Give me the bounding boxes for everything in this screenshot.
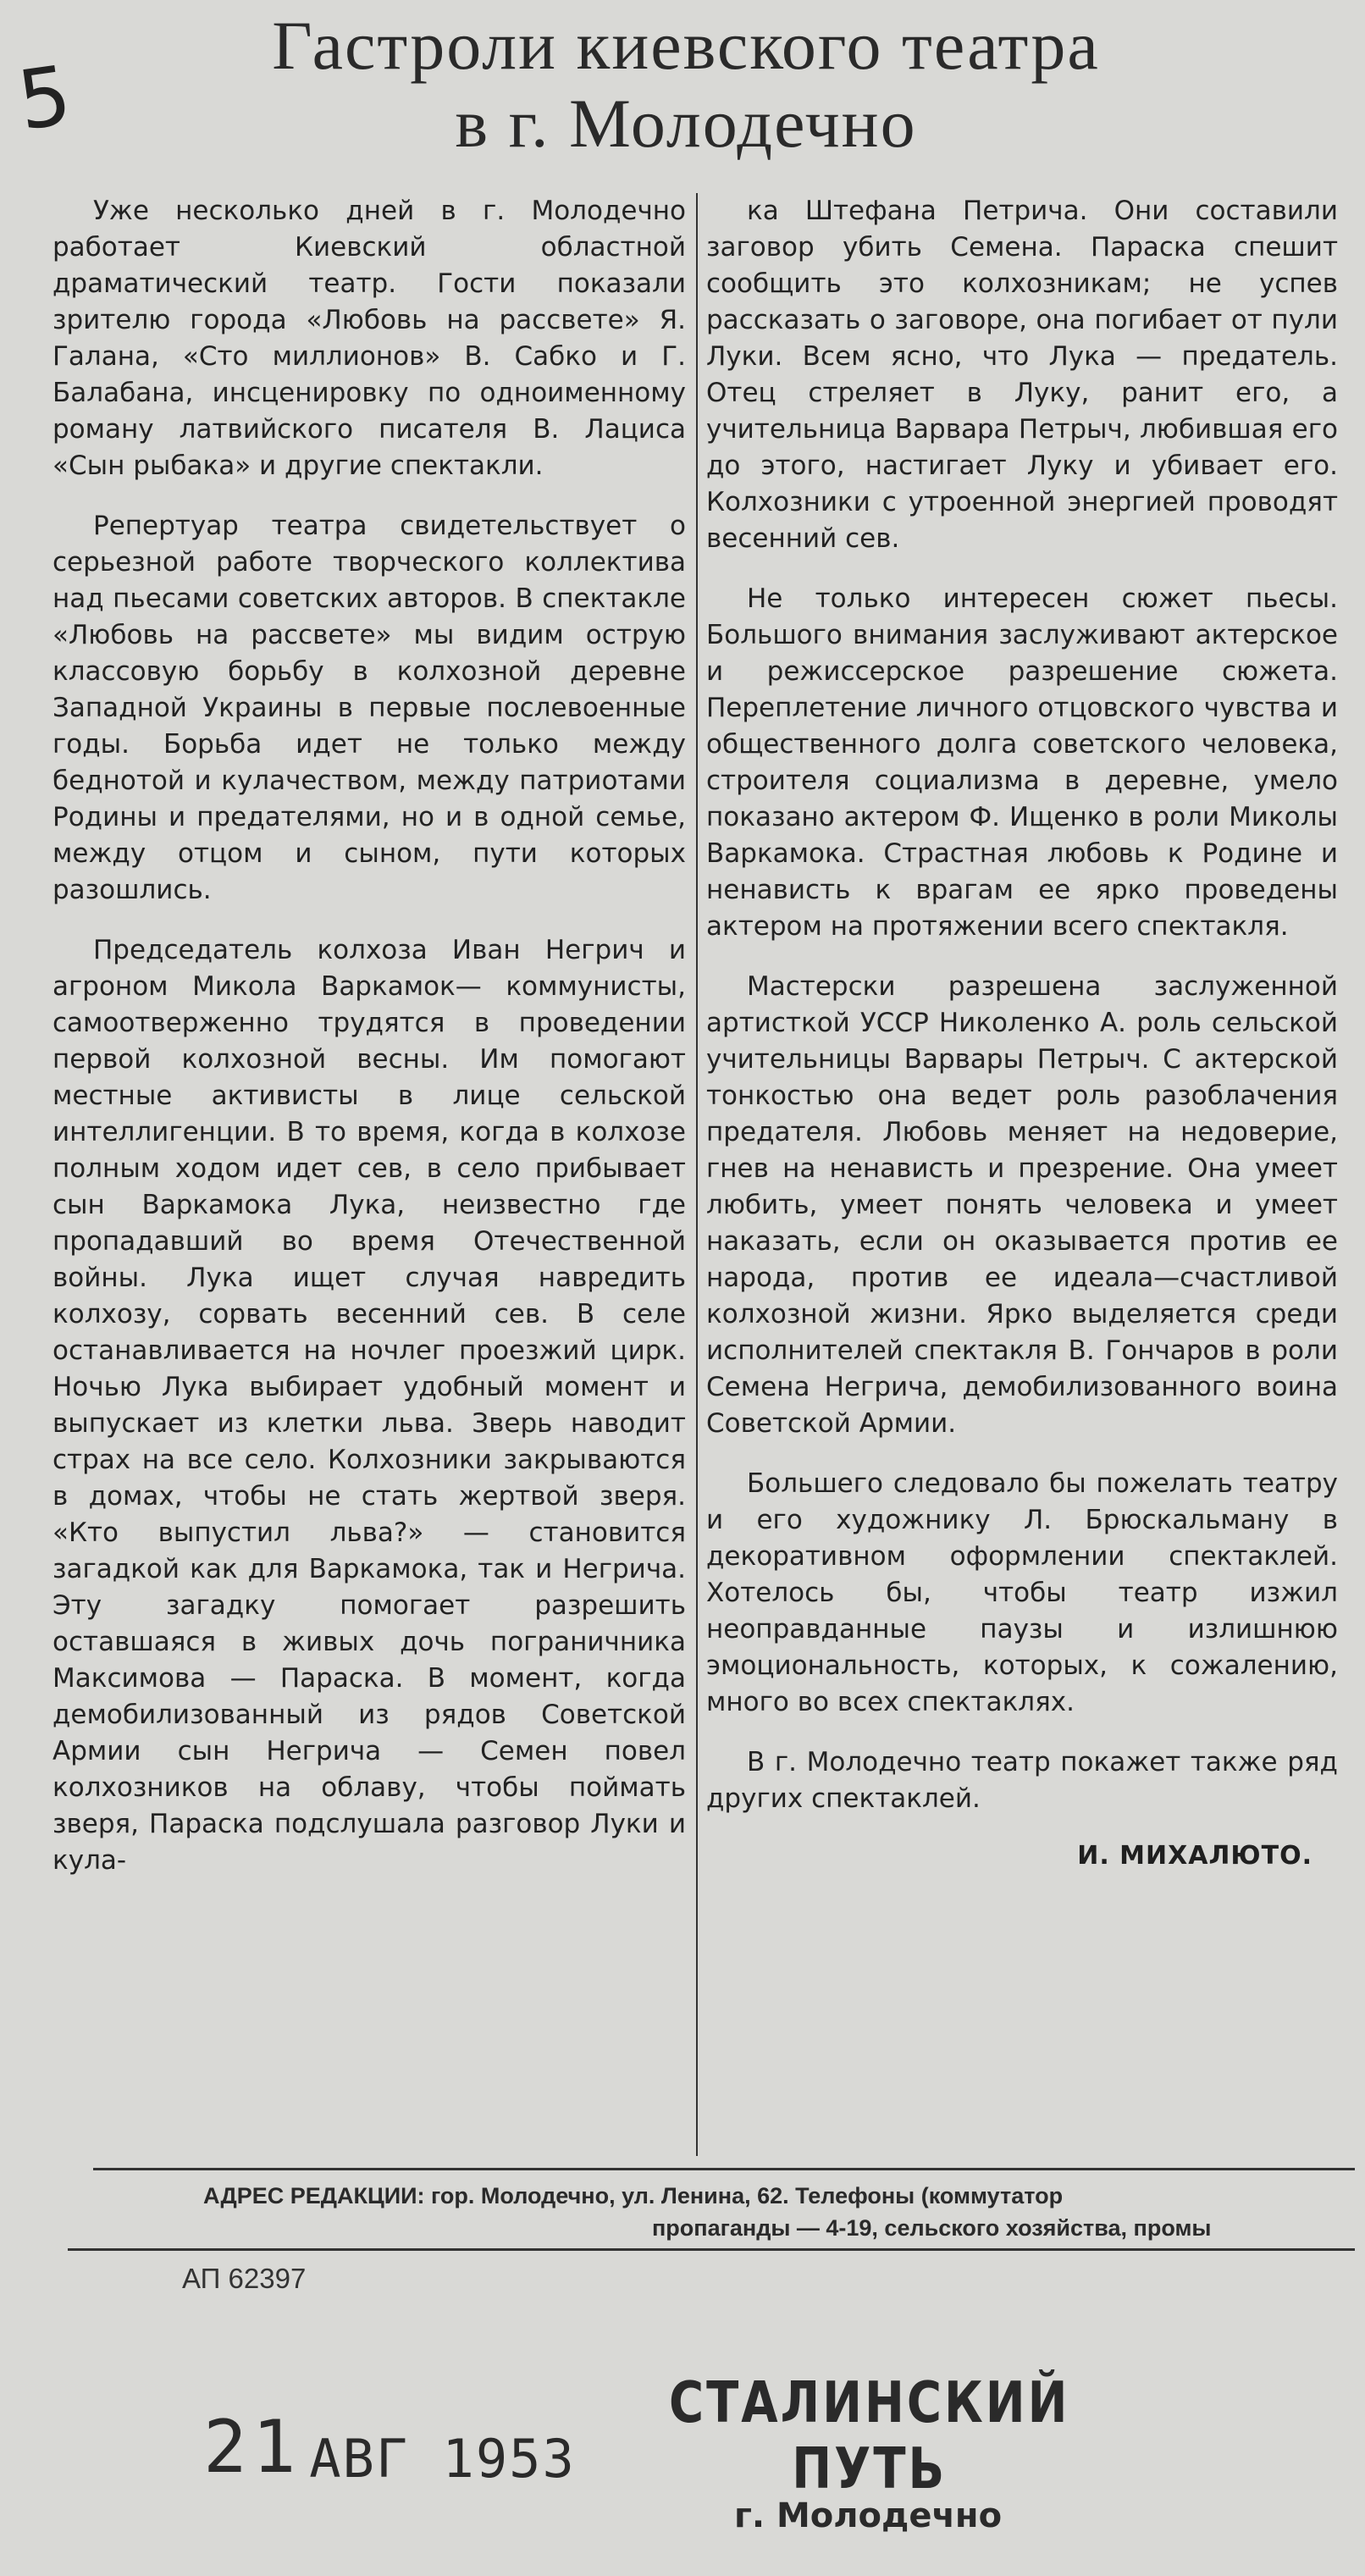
footer-rule-top xyxy=(93,2168,1355,2170)
ap-code: АП 62397 xyxy=(182,2263,307,2294)
newspaper-city: г. Молодечно xyxy=(733,2496,1003,2535)
headline xyxy=(102,7,1270,163)
handwritten-mark: 5 xyxy=(12,47,77,149)
editorial-address xyxy=(203,2180,1363,2244)
newspaper-stamp xyxy=(669,2370,1070,2535)
paragraph: Репертуар театра свидетельствует о серьезной работе творческого коллектива над пьесами советских авторов. В спектакле «Любовь на рассвете» мы видим острую классовую борьбу в колхозной деревне Западной Украины в первые послевоенные годы. Борьба идет не только между беднотой и кулачеством, между патриотами Родины и предателями, но и в одной семье, между отцом и сыном, пути которых разошлись. xyxy=(52,511,686,905)
address-line-2: пропаганды — 4-19, сельского хозяйства, промы xyxy=(652,2215,1212,2241)
paragraph: Не только интересен сюжет пьесы. Большого внимания заслуживают актерское и режиссерское разрешение сюжета. Переплетение личного отцовского чувства и общественного долга советского человека, строителя социализма в деревне, умело показано актером Ф. Ищенко в роли Миколы Варкамока. Страстная любовь к Родине и ненависть к врагам ее ярко проведены актером на протяжении всего спектакля. xyxy=(706,583,1338,942)
paragraph: В г. Молодечно театр покажет также ряд других спектаклей. xyxy=(706,1747,1338,1814)
headline-line-1: Гастроли киевского театра xyxy=(272,7,1100,84)
paragraph: Мастерски разрешена заслуженной артисткой УССР Николенко А. роль сельской учительницы Варвары Петрыч. С актерской тонкостью она ведет роль разоблачения предателя. Любовь меняет на недоверие, гнев на ненависть и презрение. Она умеет любить, умеет понять человека и умеет наказать, если он оказывается против ее народа, против ее идеала—счастливой колхозной жизни. Ярко выделяется среди исполнителей спектакля В. Гончаров в роли Семена Негрича, демобилизованного воина Советской Армии. xyxy=(706,971,1338,1439)
author-signature: И. МИХАЛЮТО. xyxy=(1077,1841,1312,1871)
headline-line-2: в г. Молодечно xyxy=(455,84,917,162)
date-stamp xyxy=(203,2405,576,2490)
paragraph: Большего следовало бы пожелать театру и его художнику Л. Брюскальману в декоративном оформлении спектаклей. Хотелось бы, чтобы театр изжил неоправданные паузы и излишнюю эмоциональность, которых, к сожалению, много во всех спектаклях. xyxy=(706,1468,1338,1717)
newspaper-name: СТАЛИНСКИЙ ПУТЬ xyxy=(669,2370,1070,2502)
footer-rule-bottom xyxy=(68,2248,1355,2251)
paragraph: ка Штефана Петрича. Они составили заговор убить Семена. Параска спешит сообщить это колхозникам; не успев рассказать о заговоре, она погибает от пули Луки. Всем ясно, что Лука — предатель. Отец стреляет в Луку, ранит его, а учительница Варвара Петрыч, любившая его до этого, настигает Луку и убивает его. Колхозники с утроенной энергией проводят весенний сев. xyxy=(706,196,1338,554)
stamp-day: 21 xyxy=(203,2405,301,2490)
paragraph: Председатель колхоза Иван Негрич и агроном Микола Варкамок— коммунисты, самоотверженно трудятся в проведении первой колхозной весны. Им помогают местные активисты в лице сельской интеллигенции. В то время, когда в колхозе полным ходом идет сев, в село прибывает сын Варкамока Лука, неизвестно где пропадавший во время Отечественной войны. Лука ищет случая навредить колхозу, сорвать весенний сев. В селе останавливается на ночлег проезжий цирк. Ночью Лука выбирает удобный момент и выпускает из клетки льва. Зверь наводит страх на все село. Колхозники закрываются в домах, чтобы не стать жертвой зверя. «Кто выпустил льва?» — становится загадкой как для Варкамока, так и Негрича. Эту загадку помогает разрешить оставшаяся в живых дочь пограничника Максимова — Параска. В момент, когда демобилизованный из рядов Советской Армии сын Негрича — Семен повел колхозников на облаву, чтобы поймать зверя, Параска подслушала разговор Луки и кула- xyxy=(52,935,686,1876)
address-line-1: АДРЕС РЕДАКЦИИ: гор. Молодечно, ул. Ленина, 62. Телефоны (коммутатор xyxy=(203,2183,1064,2208)
paragraph: Уже несколько дней в г. Молодечно работает Киевский областной драматический театр. Гости показали зрителю города «Любовь на рассвете» Я. Галана, «Сто миллионов» В. Сабко и Г. Балабана, инсценировку по одноименному роману латвийского писателя В. Лациса «Сын рыбака» и другие спектакли. xyxy=(52,196,686,481)
article-body xyxy=(0,193,1365,2158)
left-column xyxy=(52,193,686,1903)
right-column xyxy=(706,193,1338,1871)
stamp-month-year: АВГ 1953 xyxy=(309,2428,576,2490)
